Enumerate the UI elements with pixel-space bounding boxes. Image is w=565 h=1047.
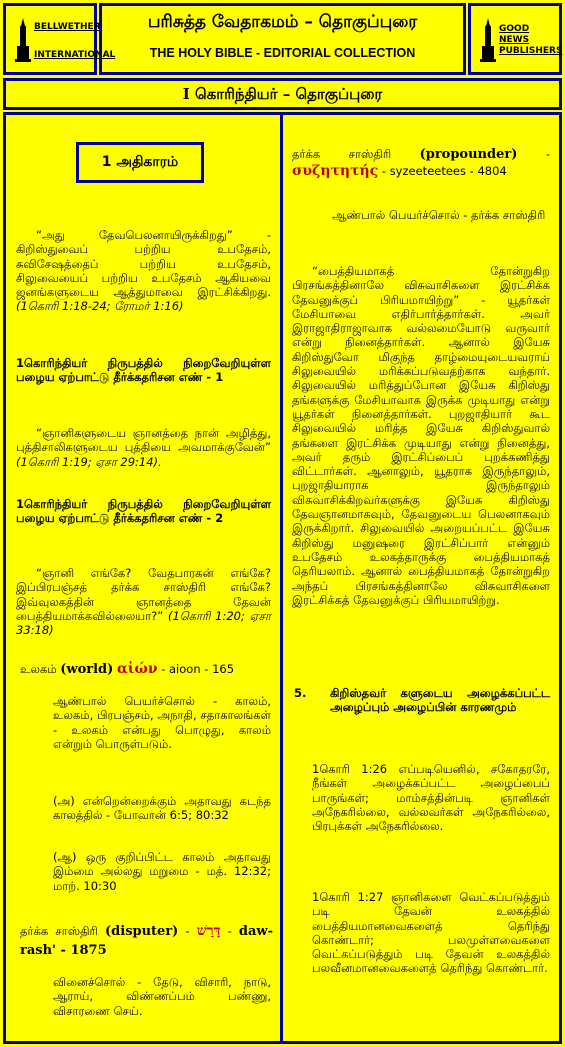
definition-point-b: (ஆ) ஒரு குறிப்பிட்ட காலம் அதாவது இம்மை அல்லது மறுமை - மத். 12:32; மாற். 10:30: [53, 850, 271, 893]
word-tamil: தர்க்க சாஸ்திரி: [20, 924, 98, 938]
definition-point-a: (அ) என்றென்றைக்கும் அதாவது கடந்த காலத்தில் - யோவான் 6:5; 80:32: [53, 794, 271, 823]
title-tamil: பரிசுத்த வேதாகமம் – தொகுப்புரை: [147, 12, 418, 32]
word-english: (disputer): [105, 924, 179, 939]
word-english: (world): [60, 662, 114, 677]
scripture-ref: (1கொரி 1:19; ஏசா 29:14).: [16, 454, 162, 469]
book-title: I கொரிந்தியர் – தொகுப்புரை: [182, 85, 383, 103]
paragraph-1: [16, 228, 271, 314]
publisher-logo-left: [3, 3, 116, 75]
logo-line-2: INTERNATIONAL: [34, 50, 116, 60]
section-heading: கிறிஸ்தவர் களுடைய அழைக்கப்பட்ட அழைப்பும் அழைப்பின் காரணமும்: [330, 686, 550, 715]
word-greek: συζητητής: [292, 163, 379, 179]
paragraph-5: 1கொரி 1:26 எப்படியெனில், சகோதரரே, நீங்கள் அழைக்கப்பட்ட அழைப்பைப் பாருங்கள்; மாம்சத்தின்படி ஞானிகள் அநேகரில்லை, வல்லவர்கள் அநேகரில்லை, பிரபுக்கள் அநேகரில்லை.: [312, 762, 550, 834]
paragraph-text: “அது தேவபெலனாயிருக்கிறது” - கிறிஸ்துவைப் பற்றிய உபதேசம், சுவிசேஷத்தைப் பற்றிய உபதேசம், சிலுவையைப் பற்றிய உபதேசம் ஆகியவை ஜனங்களுடைய ஆத்துமாவை இரட்சிக்கிறது.: [16, 228, 271, 300]
paragraph-2: [16, 426, 271, 469]
word-entry-propounder: தர்க்க சாஸ்திரி (propounder) - συζητητής - syzeeteetees - 4804: [292, 147, 550, 179]
tower-icon: [479, 16, 497, 62]
paragraph-4: “பைத்தியமாகத் தோன்றுகிற பிரசங்கத்தினாலே விசுவாசிகளை இரட்சிக்க தேவனுக்குப் பிரியமாயிற்று” - யூதர்கள் மேசியாவை எதிர்பார்த்தார்கள். அவர் இராஜாதிராஜாவாக வல்லமையோடு வருவார் என்று நினைத்தார்கள். ஆனால் இயேசு கிறிஸ்துவோ மிகுந்த தாழ்மையுடையவராய் சிலுவையில் மரிக்கப்படுவதற்காக வந்தார். சிலுவையில் மரித்துப்போன இயேசு கிறிஸ்து தங்களுக்கு மேசியாவாக இருக்க முடியாது என்று யூதர்கள் நினைத்தார்கள். புறஜாதியார் கூட சிலுவையில் மரித்த இயேசு கிறிஸ்துவால் தங்களை இரட்சிக்க முடியாது என்று நினைத்து, அவர் தரும் இரட்சிப்பைப் புறக்கணித்து விட்டார்கள். ஆனாலும், யூதராக இருந்தாலும், புறஜாதியாராக இருந்தாலும் விசுவாசிக்கிறவர்களுக்கு இயேசு கிறிஸ்து தேவஞானமாகவும், தேவனுடைய பெலனாகவும் இருக்கிறார். சிலுவையில் அறையப்பட்ட இயேசு கிறிஸ்து மனுஷரை இரட்சிப்பார் என்னும் உபதேசம் உலகத்தாருக்கு பைத்தியமாகத் தெரியலாம். ஆனால் பைத்தியமாகத் தோன்றுகிற அந்தப் பிரசங்கத்தினாலே விசுவாசிகளை இரட்சிக்கத் தேவனுக்குப் பிரியமாயிற்று.: [292, 264, 550, 607]
word-transliteration: - aioon - 165: [161, 662, 235, 676]
word-entry-disputer: தர்க்க சாஸ்திரி (disputer) - דָּרַשׁ - daw-rash' - 1875: [20, 923, 274, 958]
word-transliteration: daw-rash' - 1875: [20, 924, 274, 958]
prophecy-heading-2: 1கொரிந்தியர் நிருபத்தில் நிறைவேறியுள்ள பழைய ஏற்பாட்டு தீர்க்கதரிசன எண் - 2: [16, 497, 271, 526]
tower-icon: [14, 16, 32, 62]
scripture-ref: (1கொரி 1:20; ஏசா 33:18): [16, 608, 271, 638]
section-number: 5.: [294, 686, 307, 700]
word-definition-disputer: வினைச்சொல் - தேடு, விசாரி, நாடு, ஆராய், விண்ணப்பம் பண்ணு, விசாரணை செய்.: [53, 975, 271, 1018]
word-definition-world: ஆண்பால் பெயர்ச்சொல் - காலம், உலகம், பிரபஞ்சம், அநாதி, சதாகாலங்கள் - உலகம் என்பது பொழுது, காலம் என்றும் பொருள்படும்.: [53, 694, 271, 751]
word-entry-world: [20, 662, 275, 677]
book-title-bar: [3, 78, 562, 110]
word-tamil: தர்க்க சாஸ்திரி: [292, 147, 392, 161]
paragraph-text: “ஞானி எங்கே? வேதபாரகன் எங்கே? இப்பிரபஞ்சத் தர்க்க சாஸ்திரி எங்கே? இவ்வுலகத்தின் ஞானத்தை தேவன் பைத்தியமாக்கவில்லையா?”: [16, 566, 271, 623]
title-english: THE HOLY BIBLE - EDITORIAL COLLECTION: [149, 46, 416, 60]
word-tamil: உலகம்: [20, 662, 57, 676]
prophecy-heading-1: 1கொரிந்தியர் நிருபத்தில் நிறைவேறியுள்ள பழைய ஏற்பாட்டு தீர்க்கதரிசன எண் - 1: [16, 356, 271, 385]
word-english: (propounder): [419, 147, 518, 162]
paragraph-text: “ஞானிகளுடைய ஞானத்தை நான் அழித்து, புத்திசாலிகளுடைய புத்தியை அவமாக்குவேன்”: [16, 426, 271, 455]
logo-line-1: BELLWETHER: [34, 22, 101, 32]
paragraph-3: [16, 566, 271, 637]
word-transliteration: - syzeeteetees - 4804: [381, 164, 507, 178]
chapter-label: 1 அதிகாரம்: [76, 142, 204, 183]
scripture-ref: (1கொரி 1:18-24; ரோமர் 1:16): [16, 299, 184, 314]
publisher-logo-right: [468, 3, 562, 75]
logo-line-2: PUBLISHERS: [499, 46, 563, 56]
title-box: [99, 3, 466, 75]
column-divider: [280, 112, 283, 1044]
logo-line-1: GOOD NEWS: [499, 24, 530, 45]
word-definition-propounder: ஆண்பால் பெயர்ச்சொல் - தர்க்க சாஸ்திரி: [332, 208, 546, 222]
paragraph-6: 1கொரி 1:27 ஞானிகளை வெட்கப்படுத்தும் படி தேவன் உலகத்தில் பைத்தியமானவைகளைத் தெரிந்து கொண்டார்; பலமுள்ளவைகளை வெட்கப்படுத்தும் படி தேவன் உலகத்தில் பலவீனமானவைகளைத் தெரிந்து கொண்டார்.: [312, 890, 550, 976]
word-hebrew: דָּרַשׁ: [196, 923, 221, 939]
word-greek: αἰών: [116, 661, 158, 677]
